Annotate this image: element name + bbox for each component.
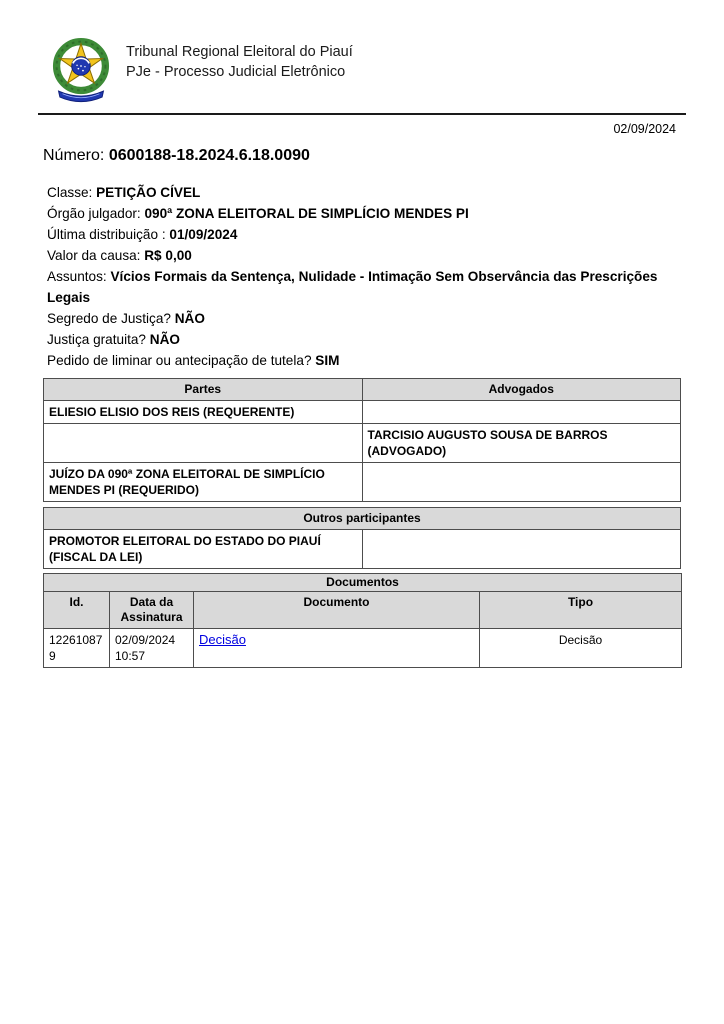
participante-advogado-cell <box>362 530 681 569</box>
advogado-cell: TARCISIO AUGUSTO SOUSA DE BARROS (ADVOGADO) <box>362 424 681 463</box>
documento-link-cell <box>194 629 480 668</box>
process-number-line <box>43 147 681 165</box>
col-header-data-assinatura: Data da Assinatura <box>110 592 194 629</box>
field-label: Pedido de liminar ou antecipação de tutela? <box>47 353 312 368</box>
documento-id-cell: 122610879 <box>44 629 110 668</box>
col-header-tipo: Tipo <box>480 592 682 629</box>
col-header-documento: Documento <box>194 592 480 629</box>
field-label: Valor da causa: <box>47 248 141 263</box>
org-name: Tribunal Regional Eleitoral do Piauí <box>126 44 353 60</box>
field-orgao-julgador <box>47 203 672 224</box>
field-label: Classe: <box>47 185 93 200</box>
table-row <box>44 530 681 569</box>
process-number-label: Número: <box>43 147 105 164</box>
col-header-id: Id. <box>44 592 110 629</box>
outros-header-row <box>44 508 681 530</box>
table-row <box>44 463 681 502</box>
parte-cell <box>44 424 363 463</box>
table-row <box>44 424 681 463</box>
documentos-table <box>43 573 682 668</box>
field-segredo-justica <box>47 308 672 329</box>
brazil-coat-of-arms-icon <box>48 34 114 106</box>
partes-table <box>43 378 681 502</box>
field-value: R$ 0,00 <box>144 248 192 263</box>
page-header <box>0 0 724 106</box>
field-label: Assuntos: <box>47 269 107 284</box>
field-value: 01/09/2024 <box>169 227 238 242</box>
table-row <box>44 629 682 668</box>
documentos-column-header-row <box>44 592 682 629</box>
field-classe <box>47 182 672 203</box>
outros-participantes-header: Outros participantes <box>44 508 681 530</box>
field-value: NÃO <box>174 311 205 326</box>
field-value: 090ª ZONA ELEITORAL DE SIMPLÍCIO MENDES PI <box>144 206 469 221</box>
field-value: NÃO <box>149 332 180 347</box>
parte-cell: JUÍZO DA 090ª ZONA ELEITORAL DE SIMPLÍCIO MENDES PI (REQUERIDO) <box>44 463 363 502</box>
process-number-value: 0600188-18.2024.6.18.0090 <box>108 147 310 164</box>
table-row <box>44 401 681 424</box>
header-titles <box>126 34 353 82</box>
field-value: Vícios Formais da Sentença, Nulidade - Intimação Sem Observância das Prescrições Legais <box>47 269 658 305</box>
field-label: Órgão julgador: <box>47 206 141 221</box>
case-fields <box>47 182 672 371</box>
outros-participantes-table <box>43 507 681 569</box>
documento-tipo-cell: Decisão <box>480 629 682 668</box>
partes-header: Partes <box>44 379 363 401</box>
field-justica-gratuita <box>47 329 672 350</box>
advogado-cell <box>362 463 681 502</box>
parte-cell: ELIESIO ELISIO DOS REIS (REQUERENTE) <box>44 401 363 424</box>
field-valor-causa <box>47 245 672 266</box>
advogado-cell <box>362 401 681 424</box>
documentos-title-row <box>44 574 682 592</box>
field-pedido-liminar <box>47 350 672 371</box>
field-assuntos <box>47 266 672 308</box>
field-label: Segredo de Justiça? <box>47 311 171 326</box>
documento-link[interactable]: Decisão <box>199 632 246 647</box>
field-label: Justiça gratuita? <box>47 332 146 347</box>
field-value: SIM <box>315 353 340 368</box>
document-date: 02/09/2024 <box>613 122 676 136</box>
participante-cell: PROMOTOR ELEITORAL DO ESTADO DO PIAUÍ (FISCAL DA LEI) <box>44 530 363 569</box>
field-value: PETIÇÃO CÍVEL <box>96 185 201 200</box>
field-label: Última distribuição : <box>47 227 166 242</box>
system-name: PJe - Processo Judicial Eletrônico <box>126 63 346 80</box>
partes-header-row <box>44 379 681 401</box>
advogados-header: Advogados <box>362 379 681 401</box>
documento-assinatura-cell: 02/09/2024 10:57 <box>110 629 194 668</box>
documentos-header: Documentos <box>44 574 682 592</box>
field-ultima-distribuicao <box>47 224 672 245</box>
